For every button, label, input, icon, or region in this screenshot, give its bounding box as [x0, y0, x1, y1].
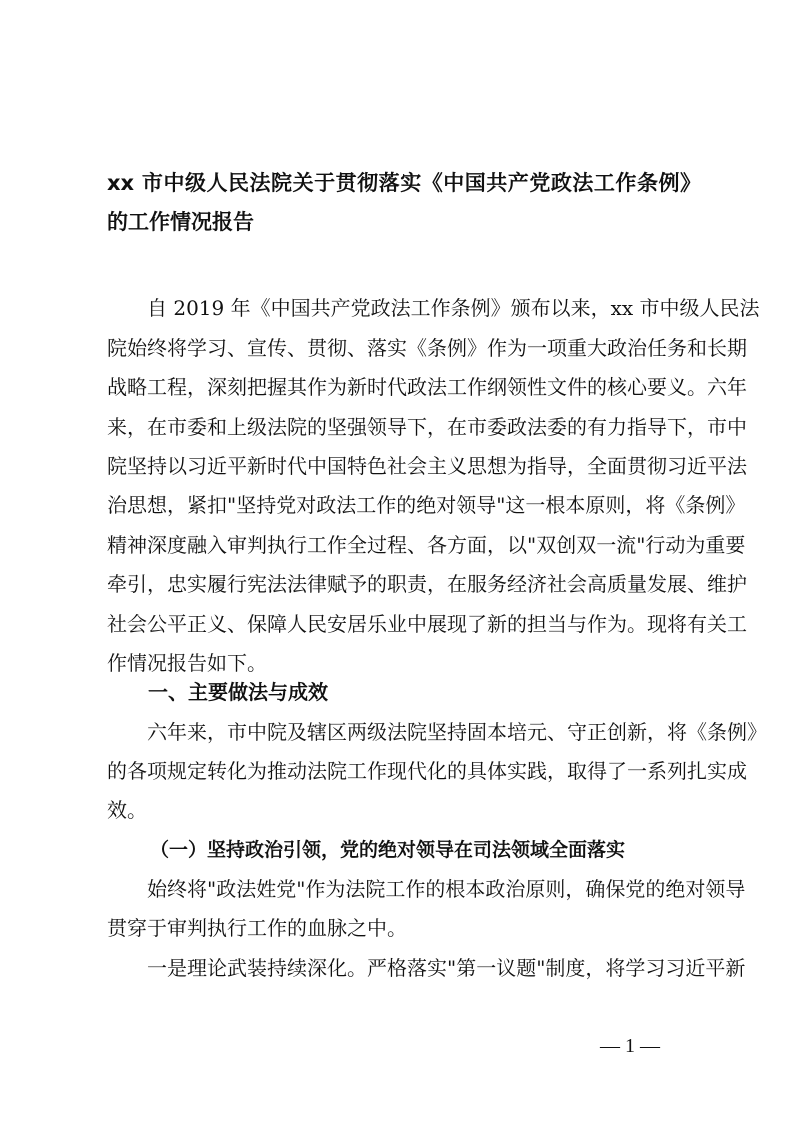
section-paragraph-line: 的各项规定转化为推动法院工作现代化的具体实践，取得了一系列扎实成 [107, 759, 747, 783]
intro-paragraph-line: 来，在市委和上级法院的坚强领导下，在市委政法委的有力指导下，市中 [107, 415, 747, 439]
intro-paragraph-line: 作情况报告如下。 [107, 651, 267, 675]
intro-paragraph-line: 自 2019 年《中国共产党政法工作条例》颁布以来，xx 市中级人民法 [107, 296, 760, 320]
intro-paragraph-line: 战略工程，深刻把握其作为新时代政法工作纲领性文件的核心要义。六年 [107, 375, 747, 399]
subsection-heading: （一）坚持政治引领，党的绝对领导在司法领域全面落实 [150, 839, 626, 861]
section-paragraph-line: 六年来，市中院及辖区两级法院坚持固本培元、守正创新，将《条例》 [107, 720, 767, 744]
subsection-paragraph-line: 贯穿于审判执行工作的血脉之中。 [107, 916, 407, 940]
section-heading: 一、主要做法与成效 [148, 680, 328, 704]
intro-paragraph-line: 精神深度融入审判执行工作全过程、各方面，以"双创双一流"行动为重要 [107, 533, 746, 557]
document-title-line-1: xx 市中级人民法院关于贯彻落实《中国共产党政法工作条例》 [107, 171, 701, 195]
intro-paragraph-line: 院坚持以习近平新时代中国特色社会主义思想为指导，全面贯彻习近平法 [107, 454, 747, 478]
intro-paragraph-line: 牵引，忠实履行宪法法律赋予的职责，在服务经济社会高质量发展、维护 [107, 572, 747, 596]
subsection-paragraph-line: 始终将"政法姓党"作为法院工作的根本政治原则，确保党的绝对领导 [107, 877, 746, 901]
intro-paragraph-line: 治思想，紧扣"坚持党对政法工作的绝对领导"这一根本原则，将《条例》 [107, 493, 746, 517]
intro-paragraph-line: 院始终将学习、宣传、贯彻、落实《条例》作为一项重大政治任务和长期 [107, 336, 747, 360]
document-title-line-2: 的工作情况报告 [107, 210, 254, 234]
intro-paragraph-line: 社会公平正义、保障人民安居乐业中展现了新的担当与作为。现将有关工 [107, 612, 747, 636]
subsection-paragraph-line: 一是理论武装持续深化。严格落实"第一议题"制度，将学习习近平新 [107, 956, 746, 980]
section-paragraph-line: 效。 [107, 798, 147, 822]
page-number: — 1 — [600, 1035, 660, 1057]
